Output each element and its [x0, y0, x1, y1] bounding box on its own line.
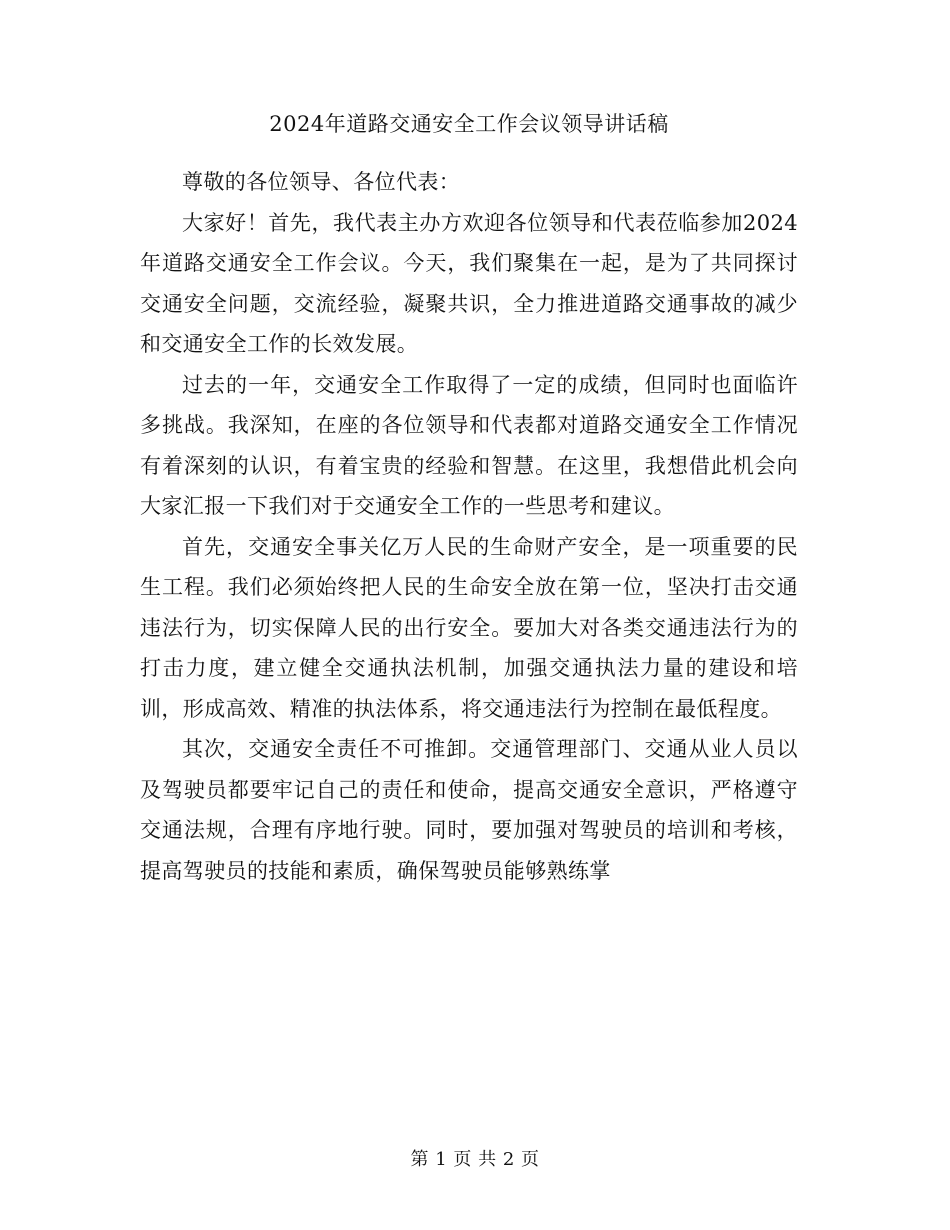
salutation: 尊敬的各位领导、各位代表： [182, 170, 461, 194]
page-number-footer: 第 1 页 共 2 页 [410, 1149, 540, 1170]
document-body [140, 104, 798, 891]
paragraph-second-point: 其次，交通安全责任不可推卸。交通管理部门、交通从业人员以及驾驶员都要牢记自己的责任和使命，提高交通安全意识，严格遵守交通法规，合理有序地行驶。同时，要加强对驾驶员的培训和考核，提高驾驶员的技能和素质，确保驾驶员能够熟练掌 [140, 737, 798, 883]
document-title: 2024年道路交通安全工作会议领导讲话稿 [269, 112, 669, 136]
paragraph-review: 过去的一年，交通安全工作取得了一定的成绩，但同时也面临许多挑战。我深知，在座的各位领导和代表都对道路交通安全工作情况有着深刻的认识，有着宝贵的经验和智慧。在这里，我想借此机会向大家汇报一下我们对于交通安全工作的一些思考和建议。 [140, 372, 798, 518]
paragraph-first-point: 首先，交通安全事关亿万人民的生命财产安全，是一项重要的民生工程。我们必须始终把人民的生命安全放在第一位，坚决打击交通违法行为，切实保障人民的出行安全。要加大对各类交通违法行为的打击力度，建立健全交通执法机制，加强交通执法力量的建设和培训，形成高效、精准的执法体系，将交通违法行为控制在最低程度。 [140, 534, 798, 721]
paragraph-welcome: 大家好！首先，我代表主办方欢迎各位领导和代表莅临参加2024年道路交通安全工作会议。今天，我们聚集在一起，是为了共同探讨交通安全问题，交流经验，凝聚共识，全力推进道路交通事故的减少和交通安全工作的长效发展。 [140, 210, 798, 356]
